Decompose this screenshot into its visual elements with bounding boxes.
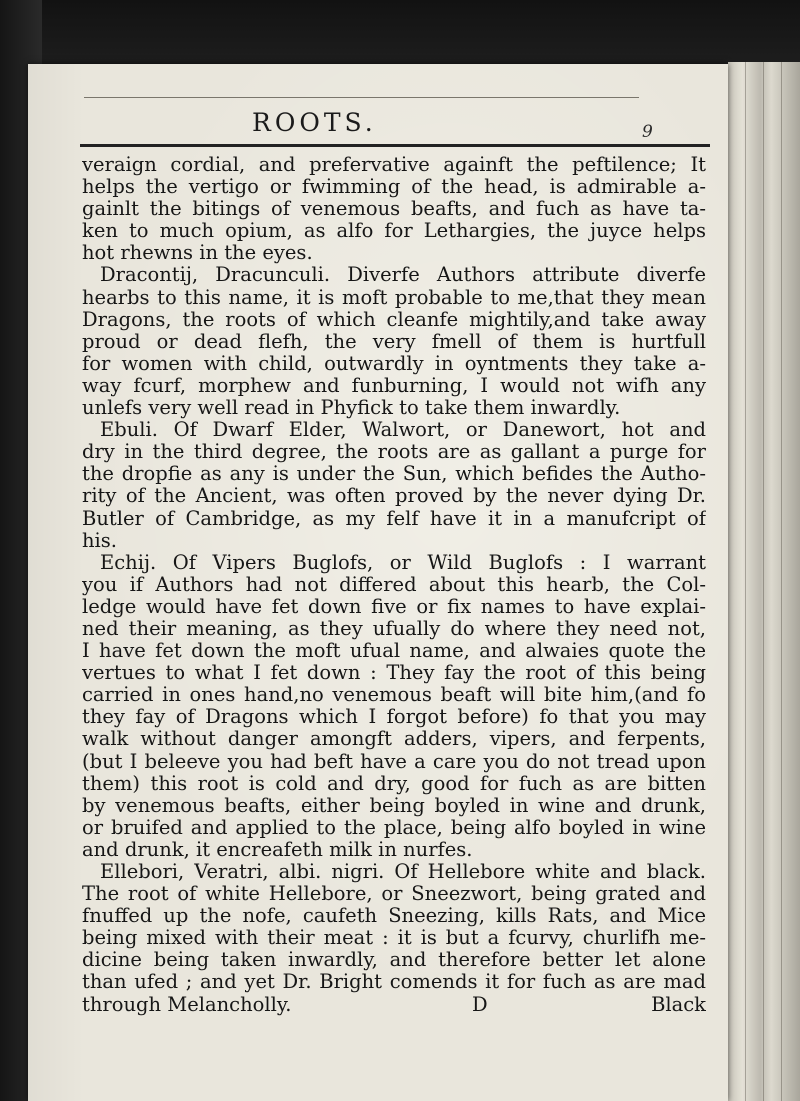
text-line: gainlt the bitings of venemous beafts, and fuch as have ta- [82, 198, 706, 221]
page-header [80, 108, 705, 144]
top-rule [84, 97, 639, 98]
page-edge-line [781, 62, 782, 1101]
text-line: by venemous beafts, either being boyled in wine and drunk, [82, 794, 706, 817]
page-edges [728, 62, 800, 1101]
page-number: 9 [642, 122, 653, 142]
text-line: walk without danger amongft adders, vipers, and ferpents, [82, 728, 706, 751]
text-line: dicine being taken inwardly, and therefore better let alone [82, 949, 706, 972]
text-line: dry in the third degree, the roots are as gallant a purge for [82, 441, 706, 464]
text-line: rity of the Ancient, was often proved by the never dying Dr. [82, 485, 706, 508]
text-line: than ufed ; and yet Dr. Bright comends it for fuch as are mad [82, 971, 706, 994]
text-line: ken to much opium, as alfo for Lethargies, the juyce helps [82, 220, 706, 243]
text-line: or bruifed and applied to the place, being alfo boyled in wine [82, 816, 706, 839]
text-line: hot rhewns in the eyes. [82, 242, 313, 265]
text-line: Butler of Cambridge, as my felf have it in a manufcript of [82, 507, 706, 530]
text-line: hearbs to this name, it is moft probable to me,that they mean [82, 286, 706, 309]
text-line: veraign cordial, and prefervative againft the peftilence; It [82, 154, 706, 176]
signature-mark: D [472, 993, 488, 1016]
text-line: the dropfie as any is under the Sun, which befides the Autho- [82, 463, 706, 486]
text-line: Dracontij, Dracunculi. Diverfe Authors attribute diverfe [100, 264, 706, 287]
text-line: you if Authors had not differed about this hearb, the Col- [82, 573, 706, 596]
text-line: Echij. Of Vipers Buglofs, or Wild Buglofs : I warrant [100, 551, 706, 574]
page-edge-line [745, 62, 746, 1101]
text-line: his. [82, 529, 118, 552]
body-text [82, 154, 706, 1016]
text-line: Ellebori, Veratri, albi. nigri. Of Hellebore white and black. [100, 861, 706, 883]
text-line: being mixed with their meat : it is but a fcurvy, churlifh me- [82, 927, 706, 950]
text-line: they fay of Dragons which I forgot before) fo that you may [82, 706, 706, 729]
header-rule [80, 144, 710, 147]
text-line: carried in ones hand,no venemous beaft will bite him,(and fo [82, 684, 706, 707]
text-line: unlefs very well read in Phyfick to take them inwardly. [82, 397, 621, 420]
footer-line [82, 994, 706, 1016]
text-line: I have fet down the moft ufual name, and alwaies quote the [82, 640, 706, 663]
text-line: Ebuli. Of Dwarf Elder, Walwort, or Danewort, hot and [100, 419, 706, 442]
running-head: ROOTS. [252, 108, 377, 137]
text-line: helps the vertigo or fwimming of the head, is admirable a- [82, 176, 706, 199]
text-line: for women with child, outwardly in oyntments they take a- [82, 352, 706, 375]
text-line: and drunk, it encreafeth milk in nurfes. [82, 838, 473, 861]
text-line: ned their meaning, as they ufually do where they need not, [82, 617, 706, 640]
text-line: proud or dead flefh, the very fmell of them is hurtfull [82, 330, 706, 353]
text-line: vertues to what I fet down : They fay the root of this being [82, 662, 706, 685]
text-line: way fcurf, morphew and funburning, I would not wifh any [82, 374, 706, 397]
page-edge-line [763, 62, 764, 1101]
catchword: Black [651, 993, 706, 1016]
text-line: Dragons, the roots of which cleanfe mightily,and take away [82, 308, 706, 331]
text-line: (but I beleeve you had beft have a care you do not tread upon [82, 750, 706, 773]
text-line: fnuffed up the nofe, caufeth Sneezing, kills Rats, and Mice [82, 905, 706, 928]
text-line: them) this root is cold and dry, good for fuch as are bitten [82, 772, 706, 795]
text-line: ledge would have fet down five or fix names to have explai- [82, 595, 706, 618]
footer-text: through Melancholly. [82, 993, 292, 1016]
text-line: The root of white Hellebore, or Sneezwort, being grated and [82, 883, 706, 906]
